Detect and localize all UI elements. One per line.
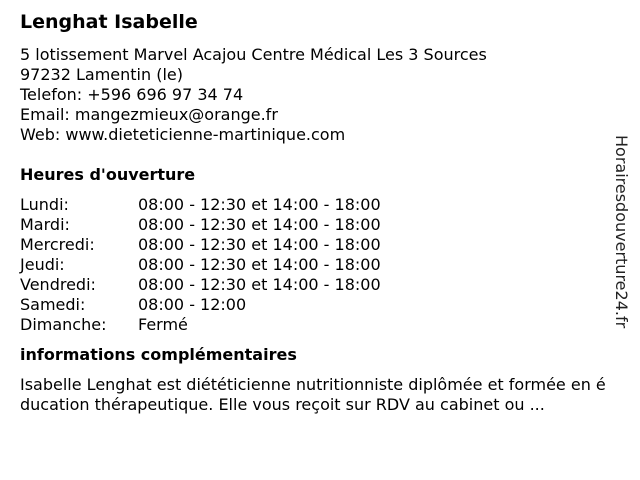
- business-card: [20, 10, 610, 415]
- business-name: Lenghat Isabelle: [20, 11, 198, 33]
- address-line-1: 5 lotissement Marvel Acajou Centre Médical Les 3 Sources: [20, 45, 487, 64]
- hours-day: Mardi:: [20, 215, 70, 234]
- hours-day: Jeudi:: [20, 255, 65, 274]
- hours-time: 08:00 - 12:30 et 14:00 - 18:00: [138, 215, 381, 234]
- hours-time: 08:00 - 12:00: [138, 295, 247, 314]
- hours-day: Mercredi:: [20, 235, 95, 254]
- hours-day: Vendredi:: [20, 275, 96, 294]
- hours-day: Samedi:: [20, 295, 86, 314]
- hours-row: [20, 295, 610, 315]
- phone-line: Telefon: +596 696 97 34 74: [20, 85, 244, 104]
- hours-time: 08:00 - 12:30 et 14:00 - 18:00: [138, 255, 381, 274]
- hours-row: [20, 235, 610, 255]
- contact-info: [20, 45, 610, 145]
- hours-heading: Heures d'ouverture: [20, 165, 196, 184]
- hours-row: [20, 195, 610, 215]
- address-line-2: 97232 Lamentin (le): [20, 65, 183, 84]
- hours-time: 08:00 - 12:30 et 14:00 - 18:00: [138, 235, 381, 254]
- description-text: Isabelle Lenghat est diététicienne nutritionniste diplômée et formée en éducation thérapeutique. Elle vous reçoit sur RDV au cabinet ou ...: [20, 375, 606, 414]
- hours-row: [20, 255, 610, 275]
- hours-table: [20, 195, 610, 335]
- extra-info-heading: informations complémentaires: [20, 345, 297, 364]
- hours-time: 08:00 - 12:30 et 14:00 - 18:00: [138, 275, 381, 294]
- hours-day: Dimanche:: [20, 315, 107, 334]
- watermark-text: Horairesdouverture24.fr: [612, 135, 631, 329]
- hours-row: [20, 315, 610, 335]
- web-line: Web: www.dieteticienne-martinique.com: [20, 125, 346, 144]
- email-line: Email: mangezmieux@orange.fr: [20, 105, 278, 124]
- hours-time: Fermé: [138, 315, 188, 334]
- hours-time: 08:00 - 12:30 et 14:00 - 18:00: [138, 195, 381, 214]
- hours-row: [20, 275, 610, 295]
- hours-row: [20, 215, 610, 235]
- hours-day: Lundi:: [20, 195, 69, 214]
